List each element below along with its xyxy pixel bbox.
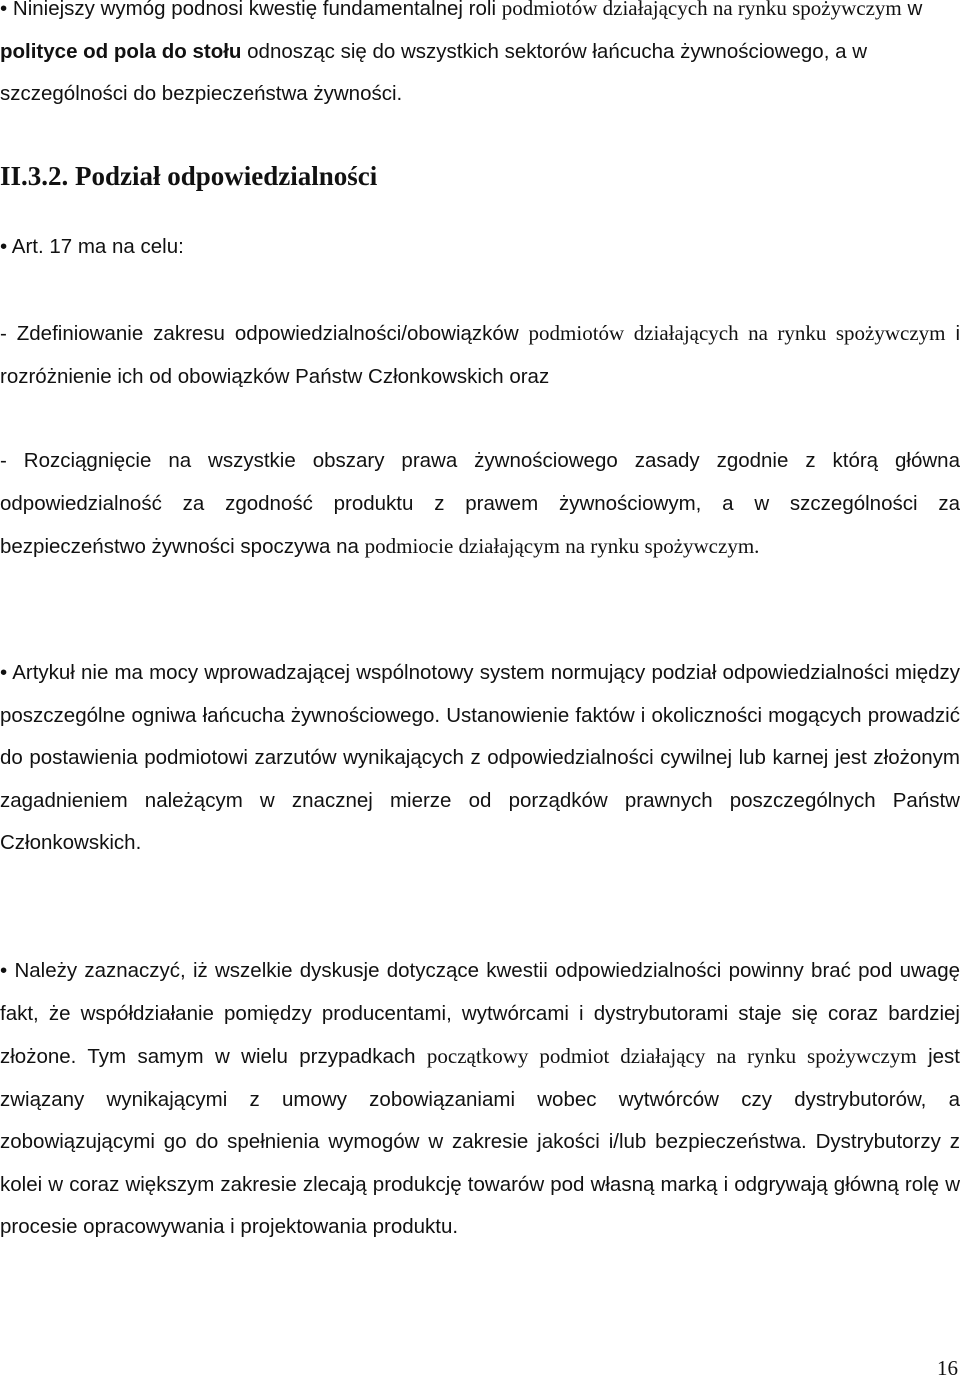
intro-text-3: odnosząc się do wszystkich sektorów łańcucha żywnościowego, a w szczególności do bezpieczeństwa żywności. (0, 39, 867, 105)
bullet-icon: • (0, 0, 8, 20)
intro-text-1: Niniejszy wymóg podnosi kwestię fundamentalnej roli (12, 0, 502, 20)
item1-term-operators: podmiotów działających na rynku spożywczym (528, 321, 946, 345)
page-number: 16 (937, 1356, 958, 1380)
intro-text-2: w (901, 0, 923, 20)
item2-term-operator: podmiocie działającym na rynku spożywczym. (364, 534, 760, 558)
item2-text-1: - Rozciągnięcie na wszystkie obszary prawa żywnościowego zasady zgodnie z którą główna odpowiedzialność za zgodność produktu z prawem żywnościowym, a w szczególności za bezpieczeństwo żywności spoczywa na (0, 449, 960, 558)
article-scope-paragraph (0, 652, 960, 865)
bullet-icon: • (0, 661, 8, 684)
intro-policy-emphasis: polityce od pola do stołu (0, 39, 242, 63)
article-scope-text: Artykuł nie ma mocy wprowadzającej wspólnotowy system normujący podział odpowiedzialności między poszczególne ogniwa łańcucha żywnościowego. Ustanowienie faktów i okoliczności mogących prowadzić do postawienia podmiotowi zarzutów wynikających z odpowiedzialności cywilnej lub karnej jest złożonym zagadnieniem należącym w znacznej mierze od porządków prawnych poszczególnych Państw Członkowskich. (0, 661, 960, 854)
article-17-intro (0, 226, 960, 269)
item1-text-1: - Zdefiniowanie zakresu odpowiedzialności/obowiązków (0, 322, 529, 345)
item1-text-2: i rozróżnienie ich od obowiązków Państw Członkowskich oraz (0, 322, 960, 388)
intro-term-operators: podmiotów działających na rynku spożywczym (501, 0, 902, 20)
article-17-text: Art. 17 ma na celu: (11, 235, 184, 258)
section-heading: II.3.2. Podział odpowiedzialności (0, 161, 378, 191)
bullet-icon: • (0, 959, 8, 982)
bullet-icon: • (0, 235, 8, 258)
note-text-2: jest związany wynikającymi z umowy zobowiązaniami wobec wytwórców czy dystrybutorów, a zobowiązującymi go do spełnienia wymogów w zakresie jakości i/lub bezpieczeństwa. Dystrybutorzy z kolei w coraz większym zakresie zlecają produkcję towarów pod własną marką i odgrywają główną rolę w procesie opracowywania i projektowania produktu. (0, 1045, 960, 1238)
note-text-1: Należy zaznaczyć, iż wszelkie dyskusje dotyczące kwestii odpowiedzialności powinny brać pod uwagę fakt, że współdziałanie pomiędzy producentami, wytwórcami i dystrybutorami staje się coraz bardziej złożone. Tym samym w wielu przypadkach (0, 959, 960, 1068)
responsibility-note-paragraph (0, 950, 960, 1249)
note-term-operator: początkowy podmiot działający na rynku spożywczym (426, 1044, 917, 1068)
list-item-extension (0, 440, 960, 569)
intro-paragraph (0, 0, 960, 116)
list-item-definition (0, 312, 960, 398)
